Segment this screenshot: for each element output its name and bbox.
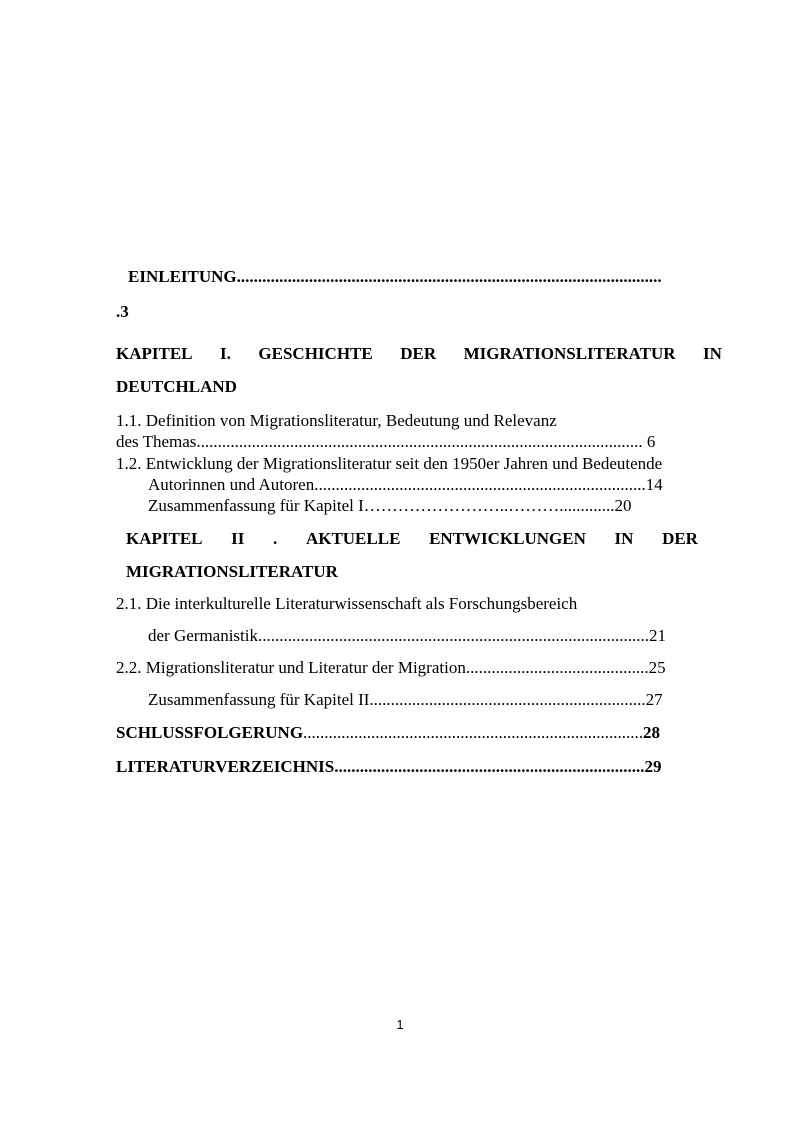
- toc-item-2-1-line1: 2.1. Die interkulturelle Literaturwissenschaft als Forschungsbereich: [116, 594, 578, 613]
- toc-item-2-1-line2: der Germanistik............................................................................................21: [148, 626, 666, 645]
- toc-kapitel1-word-3: GESCHICHTE: [258, 344, 373, 363]
- toc-schlussfolgerung-dots: ................................................................................: [303, 723, 644, 742]
- toc-kapitel2-heading: [126, 529, 698, 549]
- toc-literaturverzeichnis: LITERATURVERZEICHNIS.........................................................................29: [116, 757, 662, 776]
- toc-kapitel1-summary: Zusammenfassung für Kapitel I……………………..……….............20: [148, 496, 632, 515]
- toc-einleitung-line1: EINLEITUNG....................................................................................................: [128, 267, 662, 286]
- toc-kapitel1-heading-line2: DEUTCHLAND: [116, 377, 237, 396]
- toc-kapitel2-word-7: DER: [662, 529, 698, 548]
- toc-schlussfolgerung-page: 28: [643, 723, 661, 742]
- toc-schlussfolgerung: [116, 723, 660, 743]
- toc-kapitel2-summary: Zusammenfassung für Kapitel II.................................................................27: [148, 690, 663, 709]
- toc-kapitel2-word-5: ENTWICKLUNGEN: [429, 529, 586, 548]
- toc-kapitel2-heading-line2: MIGRATIONSLITERATUR: [126, 562, 338, 581]
- toc-kapitel1-word-2: I.: [220, 344, 231, 363]
- toc-kapitel1-word-6: IN: [703, 344, 722, 363]
- toc-item-1-1-line1: 1.1. Definition von Migrationsliteratur, Bedeutung und Relevanz: [116, 411, 557, 430]
- toc-kapitel2-word-1: KAPITEL: [126, 529, 203, 548]
- toc-einleitung-line2: .3: [116, 302, 129, 321]
- toc-schlussfolgerung-label: SCHLUSSFOLGERUNG: [116, 723, 304, 742]
- toc-item-1-2-line2: Autorinnen und Autoren..............................................................................14: [148, 475, 663, 494]
- toc-kapitel1-heading: [116, 344, 722, 364]
- toc-kapitel1-word-4: DER: [400, 344, 437, 363]
- toc-kapitel1-word-1: KAPITEL: [116, 344, 193, 363]
- toc-item-1-1-line2: des Themas......................................................................................................... 6: [116, 432, 656, 451]
- toc-kapitel2-word-6: IN: [614, 529, 634, 548]
- toc-kapitel2-word-2: II: [231, 529, 245, 548]
- toc-kapitel1-word-5: MIGRATIONSLITERATUR: [463, 344, 676, 363]
- toc-item-1-2-line1: 1.2. Entwicklung der Migrationsliteratur seit den 1950er Jahren und Bedeutende: [116, 454, 663, 473]
- toc-kapitel2-word-3: .: [273, 529, 278, 548]
- toc-item-2-2: 2.2. Migrationsliteratur und Literatur der Migration...........................................25: [116, 658, 666, 677]
- toc-kapitel2-word-4: AKTUELLE: [305, 529, 401, 548]
- page-number: 1: [396, 1017, 404, 1032]
